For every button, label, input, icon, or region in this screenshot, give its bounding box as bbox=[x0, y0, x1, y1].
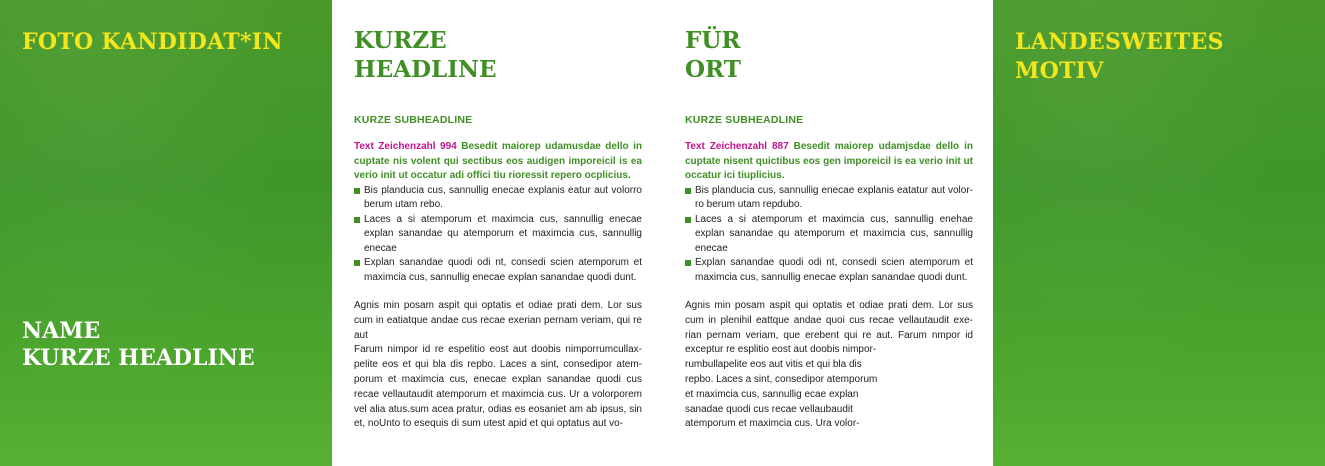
list-item bbox=[685, 213, 973, 257]
list-item bbox=[685, 184, 973, 213]
list-item-text: Bis planducia cus, sannullig enecae explanis eatatur aut volor-ro berum utam repdubo. bbox=[695, 184, 973, 210]
subheadline: KURZE SUBHEADLINE bbox=[685, 114, 804, 126]
bullet-square-icon bbox=[354, 260, 360, 266]
text-column bbox=[685, 26, 973, 432]
list-item bbox=[354, 213, 642, 257]
list-item bbox=[354, 184, 642, 213]
body-text bbox=[354, 299, 642, 432]
bullet-list bbox=[685, 184, 973, 286]
bullet-square-icon bbox=[685, 217, 691, 223]
candidate-photo-panel bbox=[0, 0, 332, 466]
body-line: rumbullapelite eos aut vitis et qui bla dis bbox=[685, 359, 862, 371]
lead-paragraph bbox=[354, 140, 642, 184]
headline bbox=[354, 26, 642, 84]
candidate-name-headline bbox=[22, 318, 255, 372]
photo-placeholder-label: FOTO KANDIDAT*IN bbox=[22, 29, 283, 55]
subheadline: KURZE SUBHEADLINE bbox=[354, 114, 473, 126]
list-item-text: Explan sanandae quodi odi nt, consedi scien atemporum et maximcia cus, sannullig enecae explan sanandae quodi dunt. bbox=[695, 257, 973, 283]
body-line: et maximcia cus, sannullig ecae explan bbox=[685, 388, 859, 400]
candidate-short-headline: KURZE HEADLINE bbox=[22, 345, 255, 371]
headline-line: HEADLINE bbox=[354, 56, 497, 83]
body-text bbox=[685, 299, 973, 358]
headline-line: KURZE bbox=[354, 27, 447, 54]
headline-line: FÜR bbox=[685, 27, 741, 54]
motif-label-line: MOTIV bbox=[1015, 58, 1104, 84]
candidate-name: NAME bbox=[22, 318, 101, 344]
list-item bbox=[354, 256, 642, 285]
text-panel-middle bbox=[332, 0, 663, 466]
list-item-text: Laces a si atemporum et maximcia cus, sannullig enecae explan sanandae qu atemporum et maximcia cus, sannullig enecae bbox=[364, 213, 642, 254]
body-line: sanadae quodi cus recae vellaubaudit bbox=[685, 403, 853, 415]
lead-text: Besedit maiorep udamusdae dello in cuptate nis volent qui sectibus eos audigen imporeicil is ea verio init ut occatur adi offici tiu rioressit repero ocplicius. bbox=[354, 141, 643, 181]
body-line: atemporum et maximcia cus. Ura volor- bbox=[685, 418, 860, 430]
text-column bbox=[354, 26, 642, 432]
body-paragraph: Agnis min posam aspit qui optatis et odiae prati dem. Lor sus cum in eatiatque andae cus recae exerian pernam veriam, qui re aut bbox=[354, 300, 642, 341]
character-count: Text Zeichenzahl 994 bbox=[354, 141, 457, 152]
lead-text: Besedit maiorep udamjsdae dello in cuptate nisent quictibus eos gen imporeicil is ea verio init ut occatur ici tiuplicius. bbox=[685, 141, 973, 181]
bullet-square-icon bbox=[685, 260, 691, 266]
lead-paragraph bbox=[685, 140, 973, 184]
body-paragraph: Agnis min posam aspit qui optatis et odiae prati dem. Lor sus cum in plenihil eattque andae quoi cus recae vellautaudit exe-rian pernam veriam, que erebent qui re aut. Farum nmpor id exceptur re esplitio eost aut doobis nimpor- bbox=[685, 300, 973, 356]
bullet-square-icon bbox=[354, 188, 360, 194]
bullet-square-icon bbox=[354, 217, 360, 223]
list-item-text: Bis planducia cus, sannullig enecae explanis eatur aut volorro berum utam rebo. bbox=[364, 184, 642, 210]
body-text-continued bbox=[685, 358, 973, 432]
statewide-motif-panel bbox=[993, 0, 1325, 466]
headline bbox=[685, 26, 973, 84]
text-panel-right bbox=[663, 0, 993, 466]
body-line: repbo. Laces a sint, consedipor atemporum bbox=[685, 373, 878, 385]
bullet-list bbox=[354, 184, 642, 286]
bullet-square-icon bbox=[685, 188, 691, 194]
motif-label-line: LANDESWEITES bbox=[1015, 29, 1224, 55]
list-item-text: Laces a si atemporum et maximcia cus, sannullig enehae explan sanandae qu atemporum et maximcia cus, sannullig enecae bbox=[695, 213, 973, 254]
list-item bbox=[685, 256, 973, 285]
list-item-text: Explan sanandae quodi odi nt, consedi scien atemporum et maximcia cus, sannullig enecae explan sanandae quodi dunt. bbox=[364, 257, 642, 283]
headline-line: ORT bbox=[685, 56, 741, 83]
character-count: Text Zeichenzahl 887 bbox=[685, 141, 789, 152]
motif-placeholder-label bbox=[1015, 28, 1224, 86]
body-paragraph: Farum nimpor id re espelitio eost aut doobis nimporrumcullax-pelite eos et qui bla dis repbo. Laces a sint, consedipor atem-porum et maximcia cus, enecae explan sanandae quodi cus recae vellautaudit atemporum et maximcia cus. Ur a volorporem vel alia atus.sum acea pratur, odias es eosaniet am ab ipsus, sin et, noUnto to esequis di sum utest apid et qui optatus aut vo- bbox=[354, 344, 642, 430]
